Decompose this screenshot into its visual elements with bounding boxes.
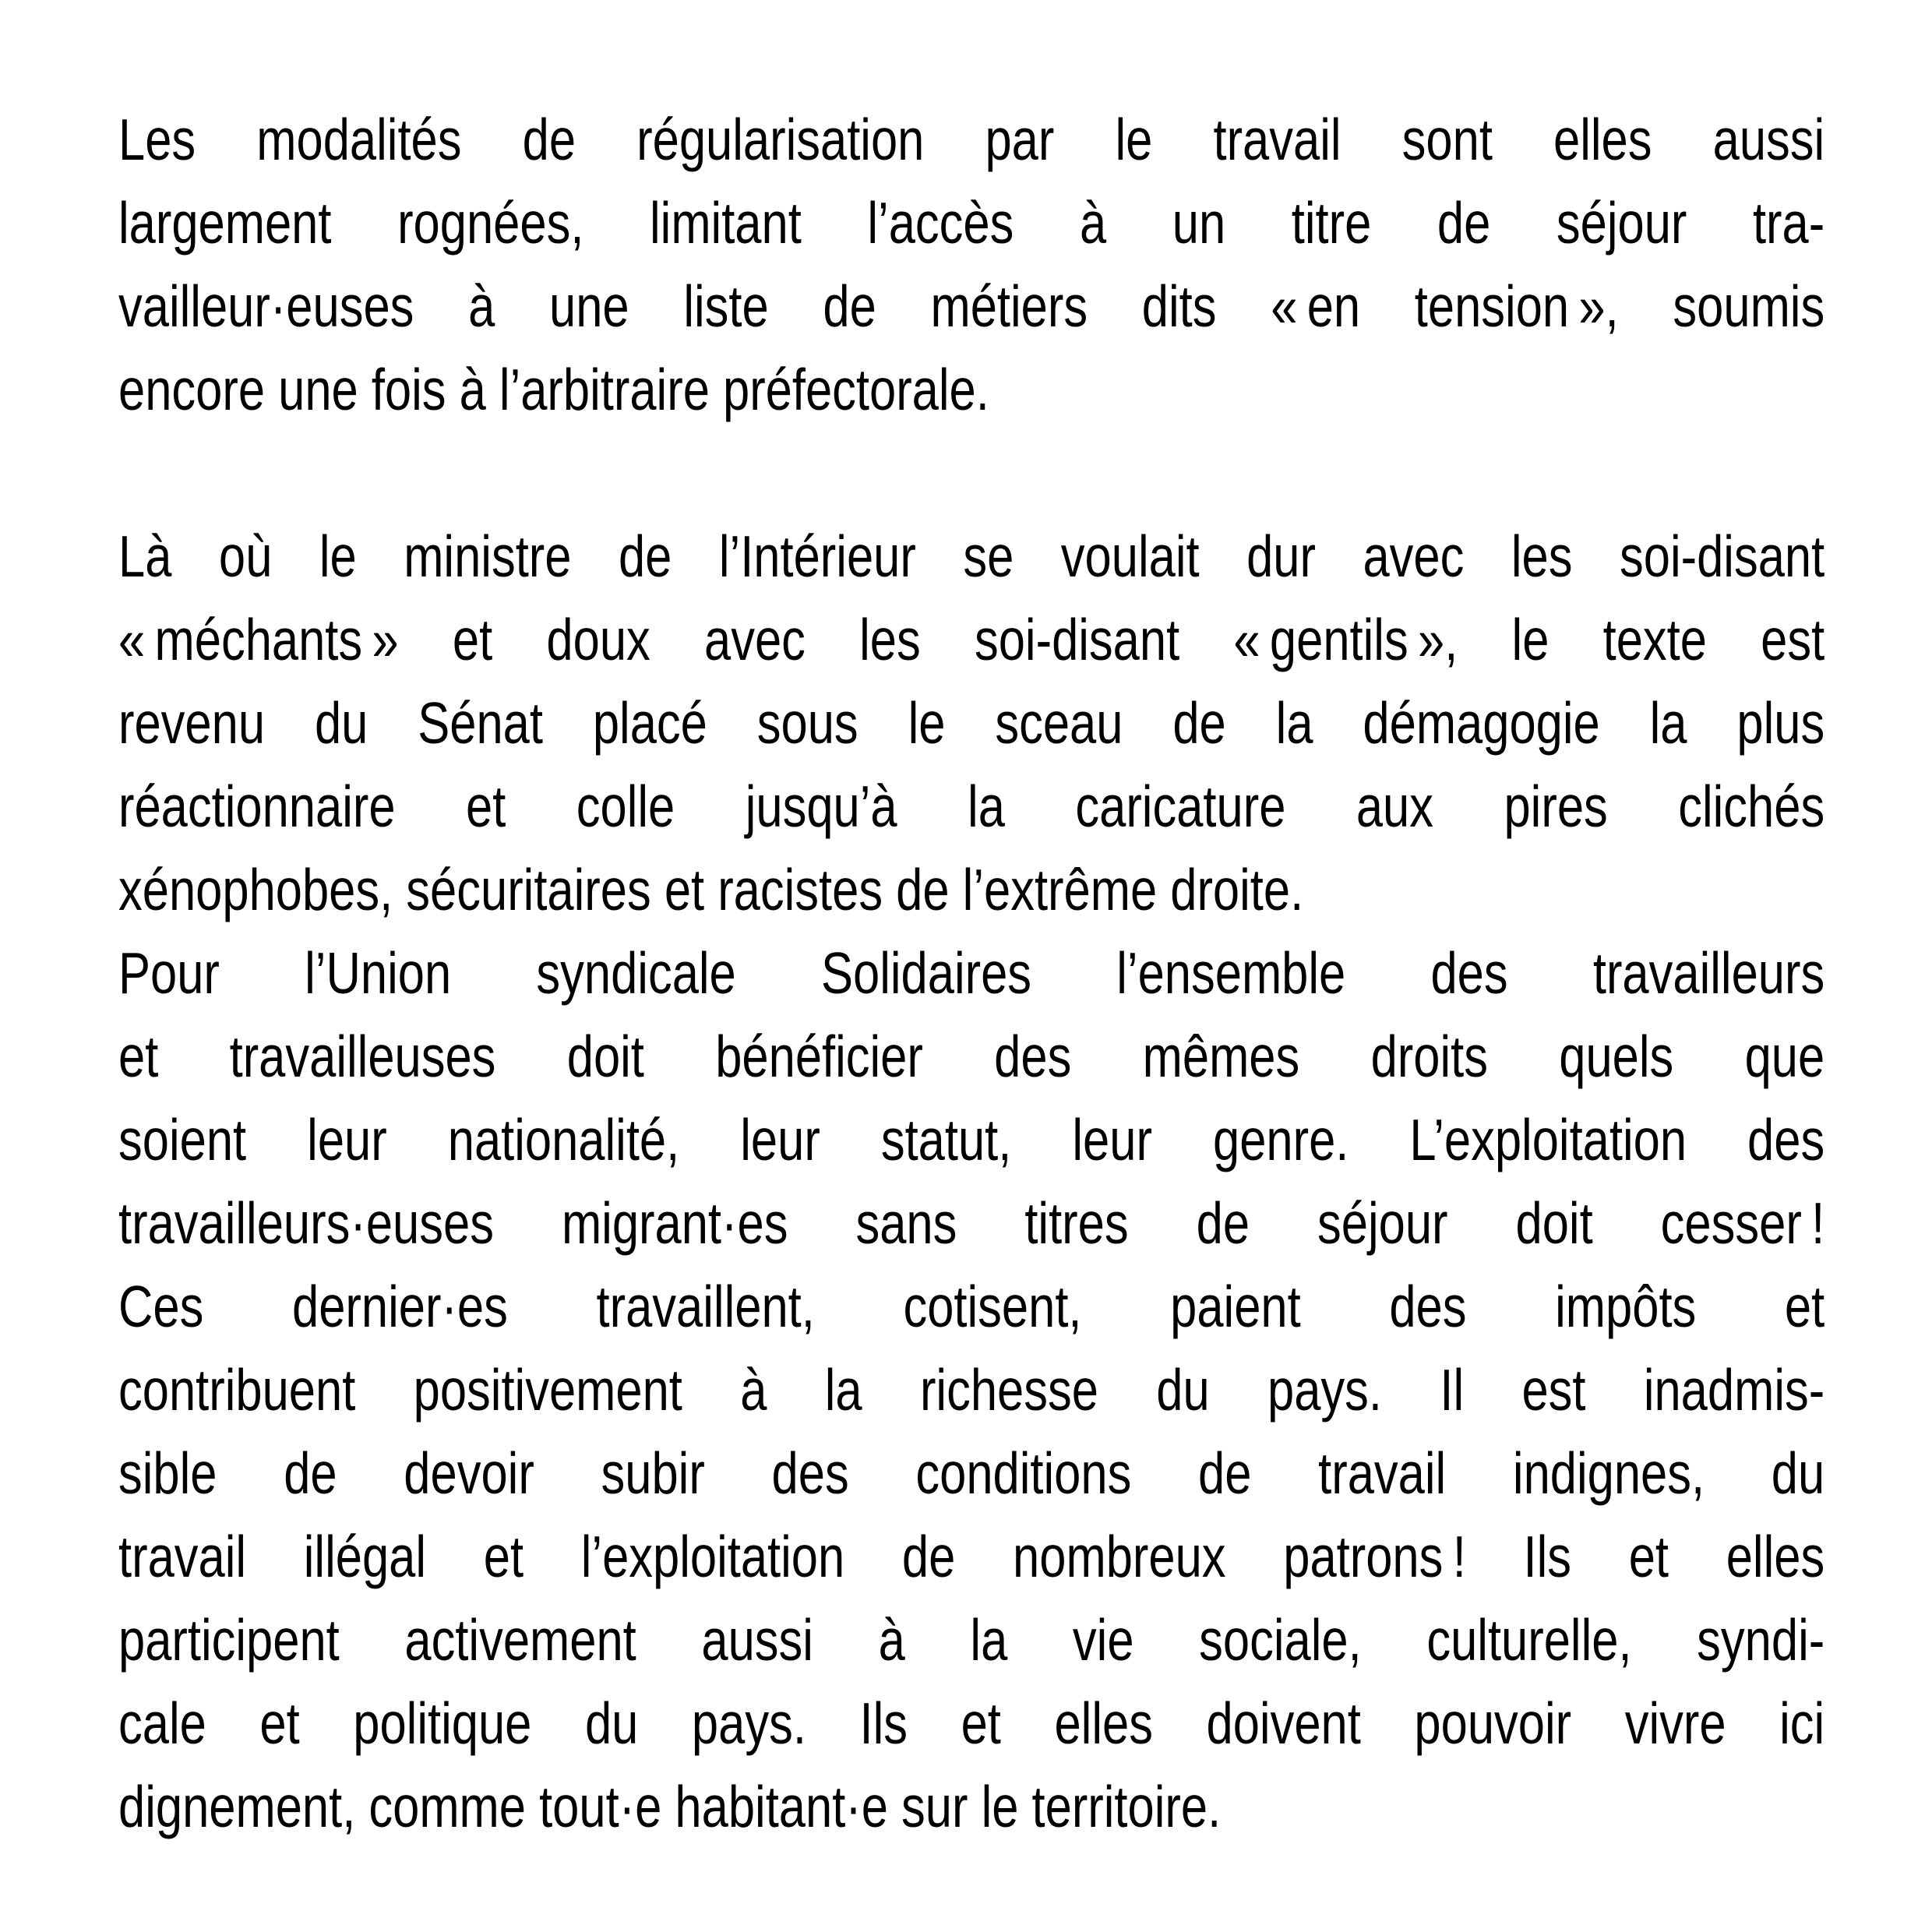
text-line: Les modalités de régularisation par le travail sont elles aussi — [118, 107, 1825, 172]
text-line: soient leur nationalité, leur statut, leur genre. L’exploitation des — [118, 1107, 1825, 1172]
text-line: réactionnaire et colle jusqu’à la caricature aux pires clichés — [118, 774, 1825, 839]
text-line: travailleurs·euses migrant·es sans titres de séjour doit cesser ! — [118, 1190, 1825, 1256]
text-line: largement rognées, limitant l’accès à un titre de séjour tra- — [118, 190, 1825, 256]
text-line: dignement, comme tout·e habitant·e sur le territoire. — [118, 1774, 1222, 1839]
paragraph-regularisation — [118, 98, 1824, 432]
text-line: revenu du Sénat placé sous le sceau de la démagogie la plus — [118, 690, 1825, 756]
text-line: « méchants » et doux avec les soi-disant « gentils », le texte est — [118, 607, 1825, 672]
text-line: vailleur·euses à une liste de métiers dits « en tension », soumis — [118, 273, 1825, 339]
document-text — [118, 98, 1824, 1849]
text-line: contribuent positivement à la richesse du pays. Il est inadmis- — [118, 1357, 1825, 1423]
paragraph-spacer — [118, 432, 1824, 515]
text-line: Là où le ministre de l’Intérieur se voulait dur avec les soi-disant — [118, 524, 1825, 589]
text-line: Ces dernier·es travaillent, cotisent, paient des impôts et — [118, 1274, 1825, 1339]
text-line: sible de devoir subir des conditions de travail indignes, du — [118, 1440, 1825, 1506]
text-line: encore une fois à l’arbitraire préfectorale. — [118, 357, 989, 422]
text-line: Pour l’Union syndicale Solidaires l’ensemble des travailleurs — [118, 940, 1825, 1006]
text-line: participent activement aussi à la vie sociale, culturelle, syndi- — [118, 1607, 1825, 1673]
text-line: et travailleuses doit bénéficier des mêmes droits quels que — [118, 1024, 1825, 1089]
text-line: cale et politique du pays. Ils et elles doivent pouvoir vivre ici — [118, 1690, 1825, 1756]
paragraph-ministre-union — [118, 515, 1824, 1849]
text-line: travail illégal et l’exploitation de nombreux patrons ! Ils et elles — [118, 1524, 1825, 1589]
text-line: xénophobes, sécuritaires et racistes de l’extrême droite. — [118, 857, 1304, 922]
